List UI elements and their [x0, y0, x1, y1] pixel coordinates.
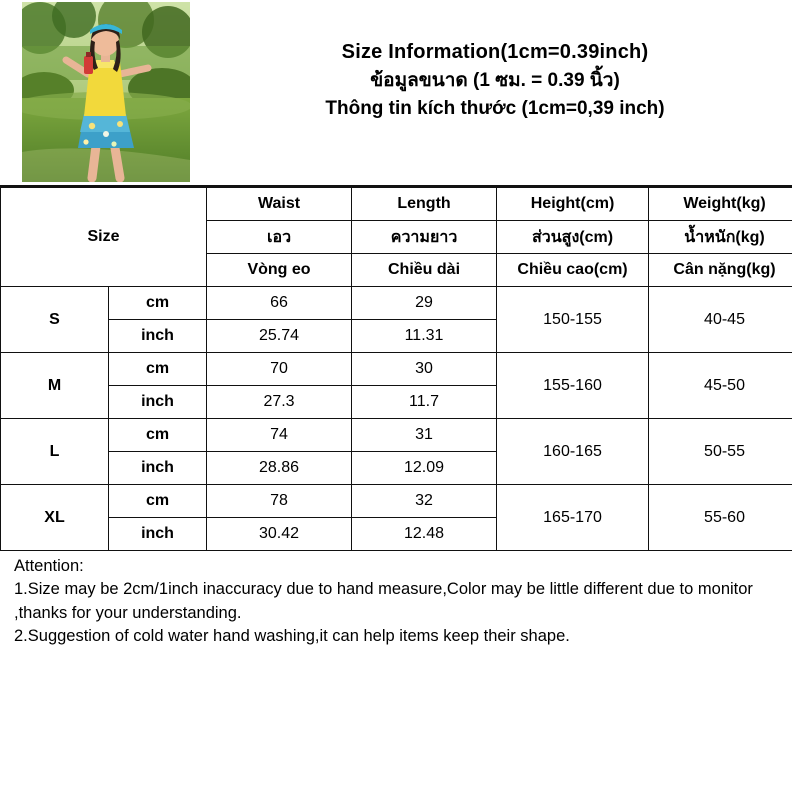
- cell-weight-xl: 55-60: [649, 485, 800, 551]
- size-table: [0, 187, 800, 551]
- product-photo-illustration: [22, 2, 190, 182]
- attention-line-2: 2.Suggestion of cold water hand washing,it can help items keep their shape.: [14, 627, 570, 646]
- header-length-vi: Chiều dài: [352, 254, 497, 287]
- row-size-s: S: [1, 287, 109, 353]
- cell-waist-cm-l: 74: [207, 419, 352, 452]
- unit-inch: inch: [109, 452, 207, 485]
- title-vietnamese: Thông tin kích thước (1cm=0,39 inch): [325, 97, 665, 119]
- unit-cm: cm: [109, 419, 207, 452]
- attention-line-1: 1.Size may be 2cm/1inch inaccuracy due to hand measure,Color may be little different due to monitor ,thanks for your understanding.: [14, 580, 753, 622]
- header: [0, 0, 800, 187]
- cell-length-inch-m: 11.7: [352, 386, 497, 419]
- table-header-row-en: [1, 188, 800, 221]
- cell-waist-cm-s: 66: [207, 287, 352, 320]
- cell-height-m: 155-160: [497, 353, 649, 419]
- header-waist-th: เอว: [207, 221, 352, 254]
- unit-inch: inch: [109, 386, 207, 419]
- cell-height-l: 160-165: [497, 419, 649, 485]
- header-waist-vi: Vòng eo: [207, 254, 352, 287]
- cell-length-inch-l: 12.09: [352, 452, 497, 485]
- cell-waist-cm-xl: 78: [207, 485, 352, 518]
- header-weight-th: น้ำหนัก(kg): [649, 221, 800, 254]
- cell-length-cm-xl: 32: [352, 485, 497, 518]
- cell-waist-inch-m: 27.3: [207, 386, 352, 419]
- unit-cm: cm: [109, 287, 207, 320]
- cell-waist-cm-m: 70: [207, 353, 352, 386]
- header-length-th: ความยาว: [352, 221, 497, 254]
- header-height-th: ส่วนสูง(cm): [497, 221, 649, 254]
- cell-weight-s: 40-45: [649, 287, 800, 353]
- header-weight-vi: Cân nặng(kg): [649, 254, 800, 287]
- product-photo: [22, 2, 190, 182]
- header-length-en: Length: [352, 188, 497, 221]
- row-size-m: M: [1, 353, 109, 419]
- cell-length-cm-m: 30: [352, 353, 497, 386]
- header-size-label: Size: [1, 188, 207, 287]
- unit-inch: inch: [109, 518, 207, 551]
- table-row: [1, 485, 800, 518]
- attention-title: Attention:: [14, 557, 84, 575]
- unit-cm: cm: [109, 353, 207, 386]
- title-thai: ข้อมูลขนาด (1 ซม. = 0.39 นิ้ว): [370, 70, 620, 91]
- cell-length-cm-s: 29: [352, 287, 497, 320]
- attention-block: [0, 551, 800, 649]
- cell-height-xl: 165-170: [497, 485, 649, 551]
- cell-weight-m: 45-50: [649, 353, 800, 419]
- row-size-l: L: [1, 419, 109, 485]
- table-row: [1, 353, 800, 386]
- table-row: [1, 419, 800, 452]
- cell-waist-inch-s: 25.74: [207, 320, 352, 353]
- cell-length-inch-xl: 12.48: [352, 518, 497, 551]
- cell-waist-inch-l: 28.86: [207, 452, 352, 485]
- unit-inch: inch: [109, 320, 207, 353]
- cell-weight-l: 50-55: [649, 419, 800, 485]
- cell-height-s: 150-155: [497, 287, 649, 353]
- cell-length-cm-l: 31: [352, 419, 497, 452]
- header-height-en: Height(cm): [497, 188, 649, 221]
- title-english: Size Information(1cm=0.39inch): [341, 41, 649, 63]
- title-block: [200, 38, 790, 122]
- right-margin-strip: [792, 0, 800, 800]
- header-height-vi: Chiều cao(cm): [497, 254, 649, 287]
- header-waist-en: Waist: [207, 188, 352, 221]
- table-row: [1, 287, 800, 320]
- unit-cm: cm: [109, 485, 207, 518]
- header-weight-en: Weight(kg): [649, 188, 800, 221]
- row-size-xl: XL: [1, 485, 109, 551]
- cell-length-inch-s: 11.31: [352, 320, 497, 353]
- cell-waist-inch-xl: 30.42: [207, 518, 352, 551]
